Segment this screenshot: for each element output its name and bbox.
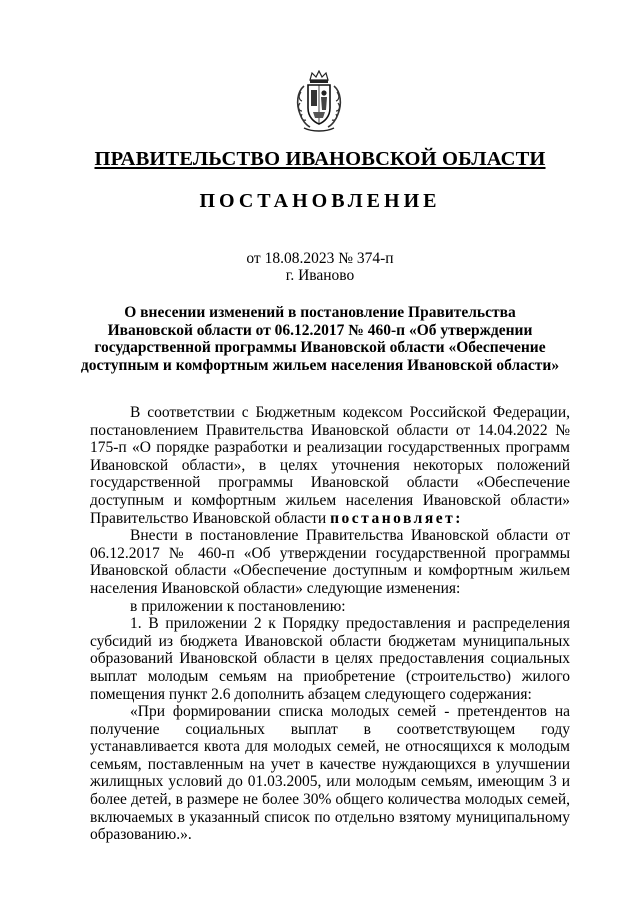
document-body bbox=[90, 404, 570, 844]
document-meta bbox=[0, 250, 640, 284]
resolves-word: постановляет: bbox=[330, 509, 463, 527]
organization-title: ПРАВИТЕЛЬСТВО ИВАНОВСКОЙ ОБЛАСТИ bbox=[94, 148, 546, 170]
amendment-paragraph: Внести в постановление Правительства Ивановской области от 06.12.2017 № 460-п «Об утверждении государственной программы Ивановской области «Обеспечение доступным и комфортным жильем населения Ивановской области» следующие изменения: bbox=[90, 527, 570, 597]
title-line: государственной программы Ивановской области «Обеспечение bbox=[94, 339, 546, 357]
document-title bbox=[0, 304, 640, 374]
title-line: Ивановской области от 06.12.2017 № 460-п «Об утверждении bbox=[107, 321, 533, 339]
preamble-text: В соответствии с Бюджетным кодексом Российской Федерации, постановлением Правительства Ивановской области от 14.04.2022 № 175-п «О порядке разработки и реализации государственных программ Ивановской области», в целях уточнения некоторых положений государственной программы Ивановской области «Обеспечение доступным и комфортным жильем населения Ивановской области» Правительство Ивановской области bbox=[90, 404, 570, 527]
title-line: О внесении изменений в постановление Правительства bbox=[124, 304, 516, 321]
city: г. Иваново bbox=[285, 267, 355, 284]
item-1-paragraph: 1. В приложении 2 к Порядку предоставления и распределения субсидий из бюджета Ивановской области бюджетам муниципальных образований Ивановской области в целях предоставления социальных выплат молодым семьям на приобретение (строительство) жилого помещения пункт 2.6 дополнить абзацем следующего содержания: bbox=[90, 615, 570, 703]
preamble-paragraph bbox=[90, 404, 570, 527]
added-paragraph: «При формировании списка молодых семей - претендентов на получение социальных выплат в соответствующем году устанавливается квота для молодых семей, не относящихся к молодым семьям, поставленным на учет в качестве нуждающихся в улучшении жилищных условий до 01.03.2005, или молодым семьям, имеющим 3 и более детей, в размере не более 30% общего количества молодых семей, включаемых в указанный список по отдельно взятому муниципальному образованию.». bbox=[90, 703, 570, 844]
coat-of-arms-icon bbox=[294, 70, 344, 134]
date-number: от 18.08.2023 № 374-п bbox=[246, 250, 394, 267]
document-type: ПОСТАНОВЛЕНИЕ bbox=[199, 190, 441, 212]
title-line: доступным и комфортным жильем населения Ивановской области» bbox=[80, 356, 560, 374]
appendix-paragraph: в приложении к постановлению: bbox=[130, 597, 346, 615]
